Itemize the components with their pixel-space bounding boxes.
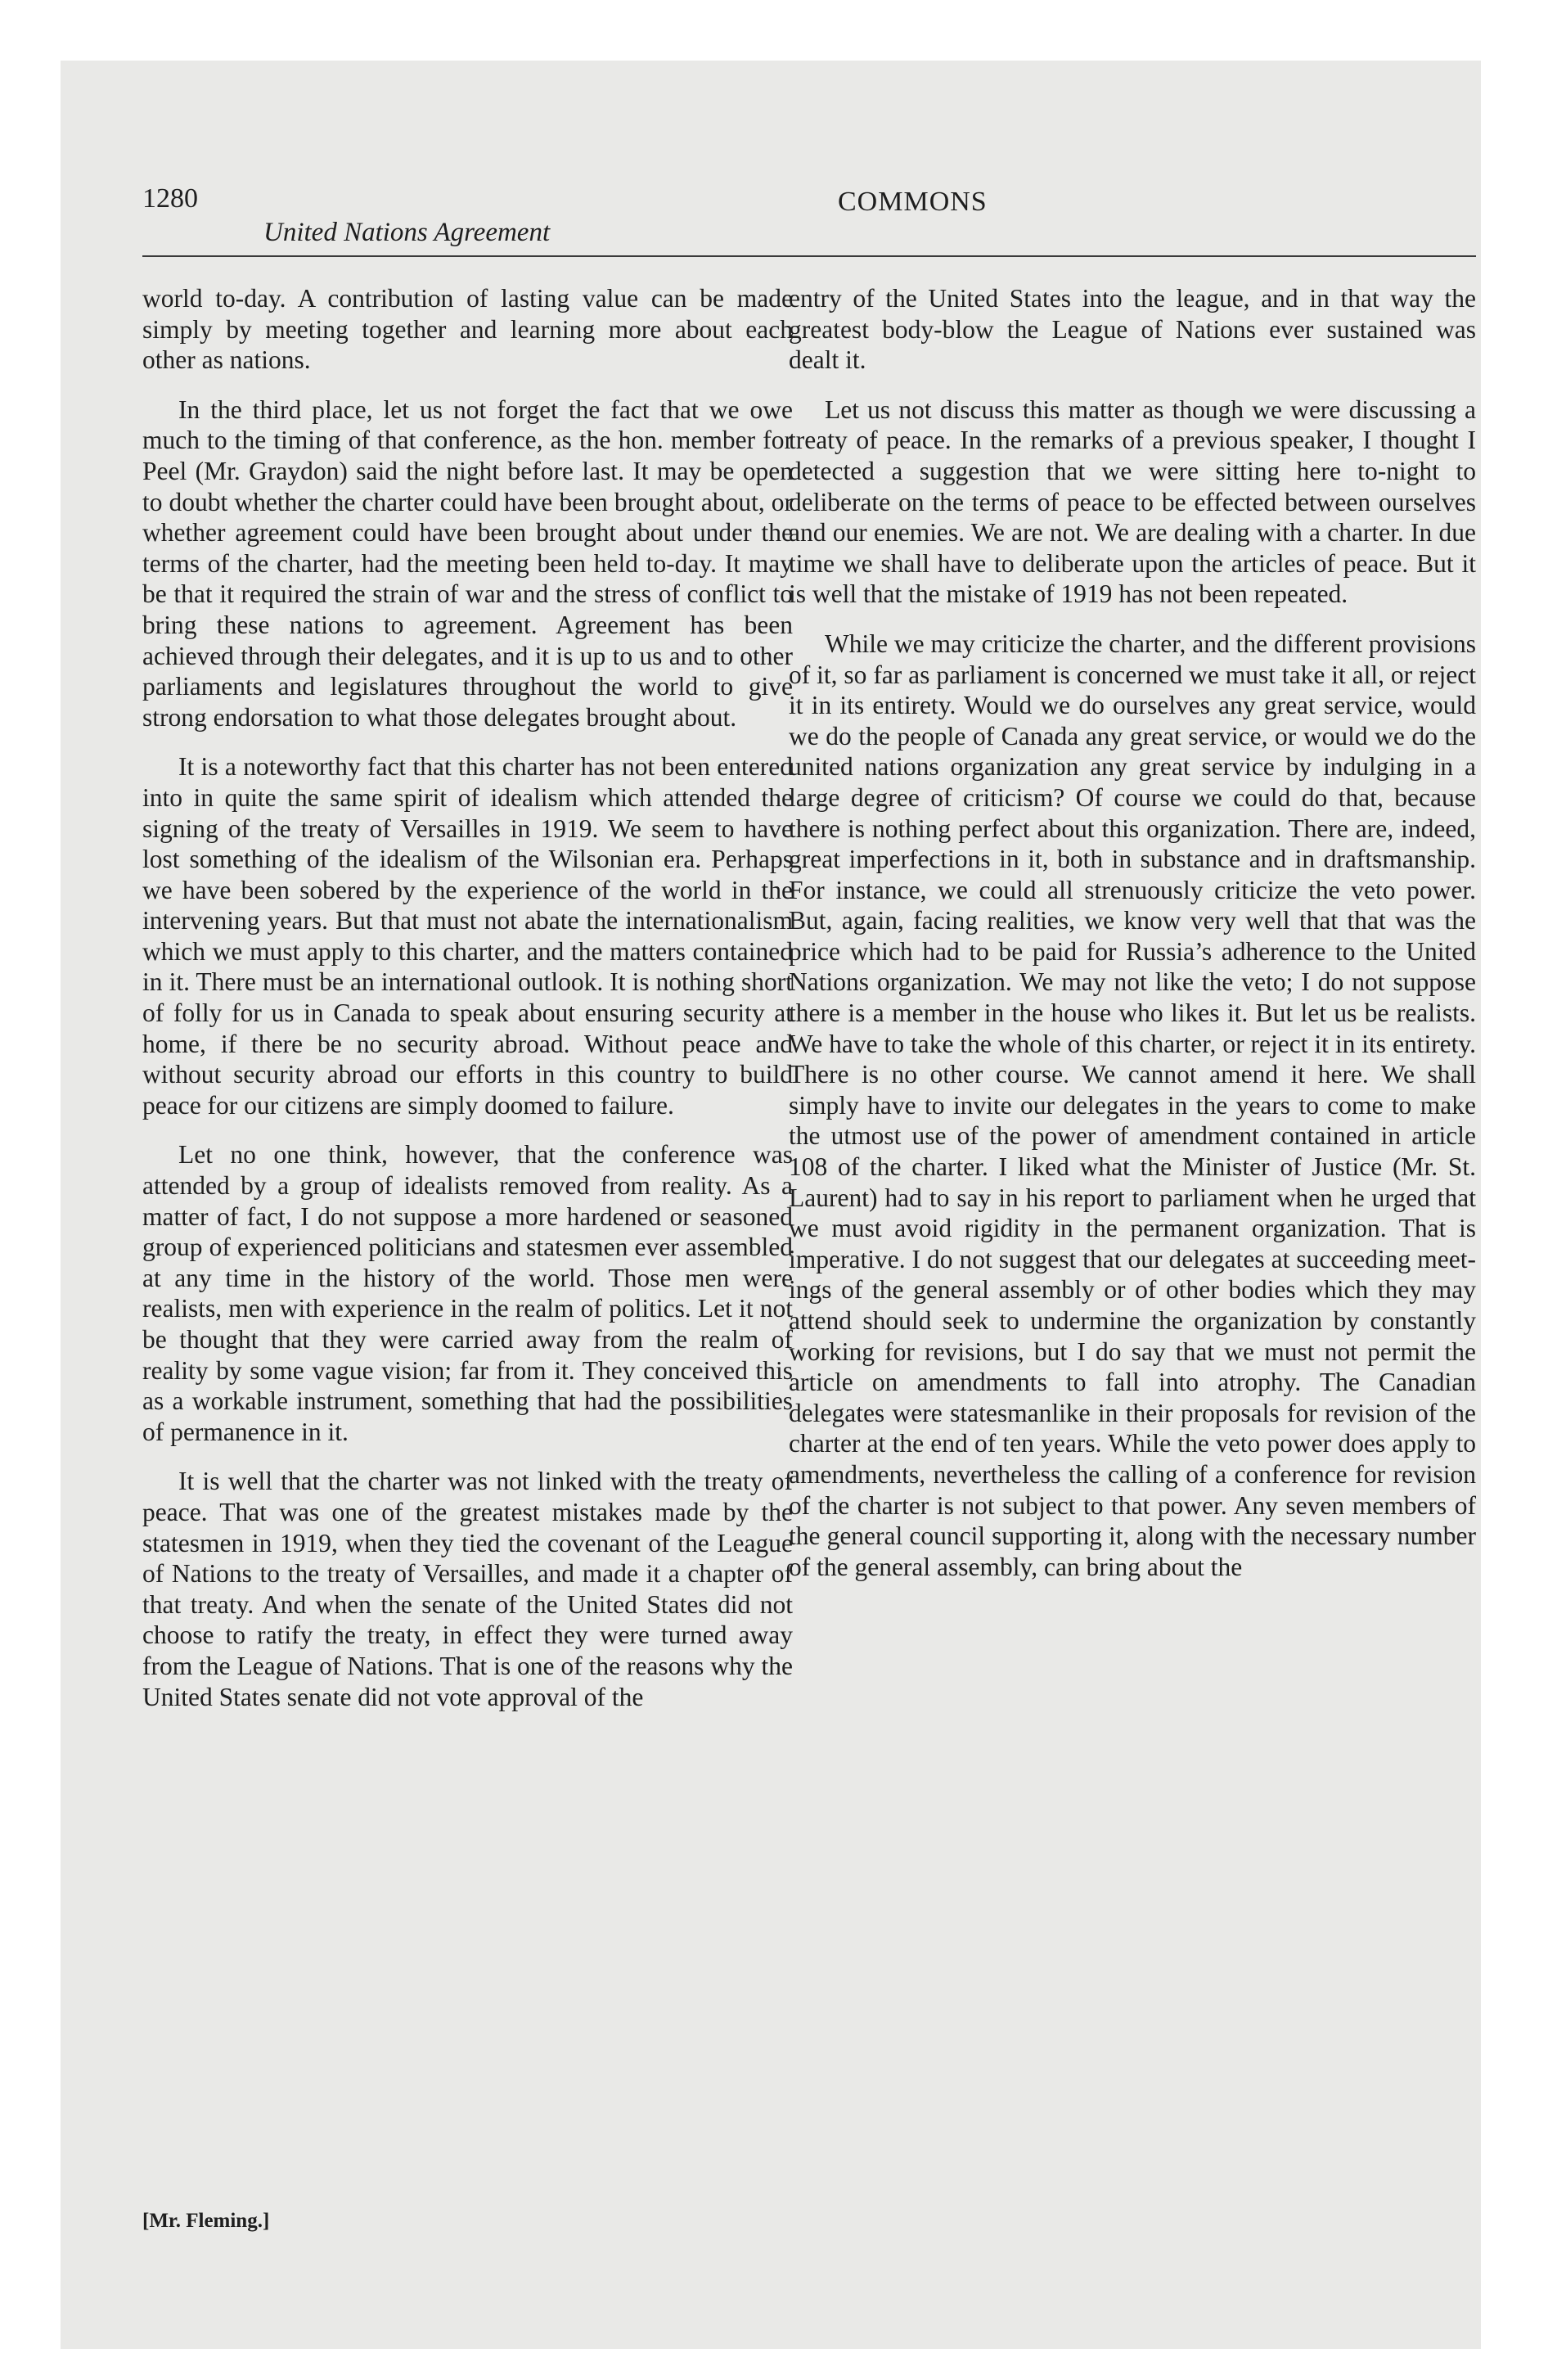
section-title: COMMONS [838,187,988,217]
paragraph: entry of the United States into the league, and in that way the greatest body-blow the League of Nations ever sustained was dealt it. [789,284,1476,375]
paragraph: In the third place, let us not forget the fact that we owe much to the timing of that conference, as the hon. member for Peel (Mr. Graydon) said the night before last. It may be open to doubt whether the charter could have been brought about, or whether agreement could have been brought about under the terms of the charter, had the meeting been held to-day. It may be that it required the strain of war and the stress of conflict to bring these nations to agreement. Agreement has been achieved through their delegates, and it is up to us and to other parliaments and legislatures throughout the world to give strong endorsation to what those delegates brought about. [142,394,793,732]
paragraph: world to-day. A contribution of lasting value can be made simply by meeting together and learning more about each other as nations. [142,284,793,375]
page-number: 1280 [142,183,198,214]
paragraph: It is a noteworthy fact that this charter has not been entered into in quite the same spirit of idealism which attended the signing of the treaty of Versailles in 1919. We seem to have lost something of the idealism of the Wilsonian era. Perhaps we have been sobered by the experience of the world in the intervening years. But that must not abate the internationalism which we must apply to this charter, and the matters contained in it. There must be an international outlook. It is nothing short of folly for us in Canada to speak about ensuring security at home, if there be no security abroad. Without peace and without security abroad our efforts in this country to build peace for our citizens are simply doomed to failure. [142,752,793,1120]
paragraph: Let no one think, however, that the conference was attended by a group of idealists removed from reality. As a matter of fact, I do not suppose a more hardened or seasoned group of experienced politicians and statesmen ever assembled at any time in the history of the world. Those men were realists, men with experience in the realm of politics. Let it not be thought that they were carried away from the realm of reality by some vague vision; far from it. They conceived this as a workable instrument, something that had the possibilities of permanence in it. [142,1140,793,1446]
document-page [61,61,1481,2349]
paragraph: Let us not discuss this matter as though we were discussing a treaty of peace. In the remarks of a previous speaker, I thought I detected a suggestion that we were sitting here to-night to deliberate on the terms of peace to be effected between ourselves and our enemies. We are not. We are dealing with a charter. In due time we shall have to deliberate upon the articles of peace. But it is well that the mistake of 1919 has not been repeated. [789,394,1476,609]
running-head: United Nations Agreement [263,218,551,247]
page-header [142,118,1476,249]
right-column [789,283,1476,1601]
header-rule [142,255,1476,257]
paragraph: While we may criticize the charter, and the different provisions of it, so far as parliament is concerned we must take it all, or reject it in its entirety. Would we do ourselves any great service, would we do the people of Canada any great service, or would we do the united nations organization any great service by indulging in a large degree of criticism? Of course we could do that, because there is nothing perfect about this organization. There are, indeed, great imperfections in it, both in substance and in draftsmanship. For instance, we could all strenuously criticize the veto power. But, again, facing realities, we know very well that that was the price which had to be paid for Russia’s adherence to the United Nations organization. We may not like the veto; I do not suppose there is a member in the house who likes it. But let us be realists. We have to take the whole of this charter, or reject it in its entirety. There is no other course. We cannot amend it here. We shall simply have to invite our delegates in the years to come to make the utmost use of the power of amendment contained in article 108 of the charter. I liked what the Minister of Justice (Mr. St. Laurent) had to say in his report to parliament when he urged that we must avoid rigidity in the permanent organization. That is imperative. I do not suggest that our delegates at succeeding meetings of the general assembly or of other bodies which they may attend should seek to undermine the organization by constantly working for revisions, but I do say that we must not permit the article on amendments to fall into atrophy. The Canadian delegates were statesmanlike in their proposals for revision of the charter at the end of ten years. While the veto power does apply to amendments, nevertheless the calling of a conference for revision of the charter is not subject to that power. Any seven members of the general council supporting it, along with the necessary number of the general assembly, can bring about the [789,629,1476,1581]
speaker-note: [Mr. Fleming.] [142,2210,270,2232]
left-column [142,283,793,1731]
paragraph: It is well that the charter was not linked with the treaty of peace. That was one of the greatest mistakes made by the statesmen in 1919, when they tied the covenant of the League of Nations to the treaty of Versailles, and made it a chapter of that treaty. And when the senate of the United States did not choose to ratify the treaty, in effect they were turned away from the League of Nations. That is one of the reasons why the United States senate did not vote approval of the [142,1467,793,1711]
